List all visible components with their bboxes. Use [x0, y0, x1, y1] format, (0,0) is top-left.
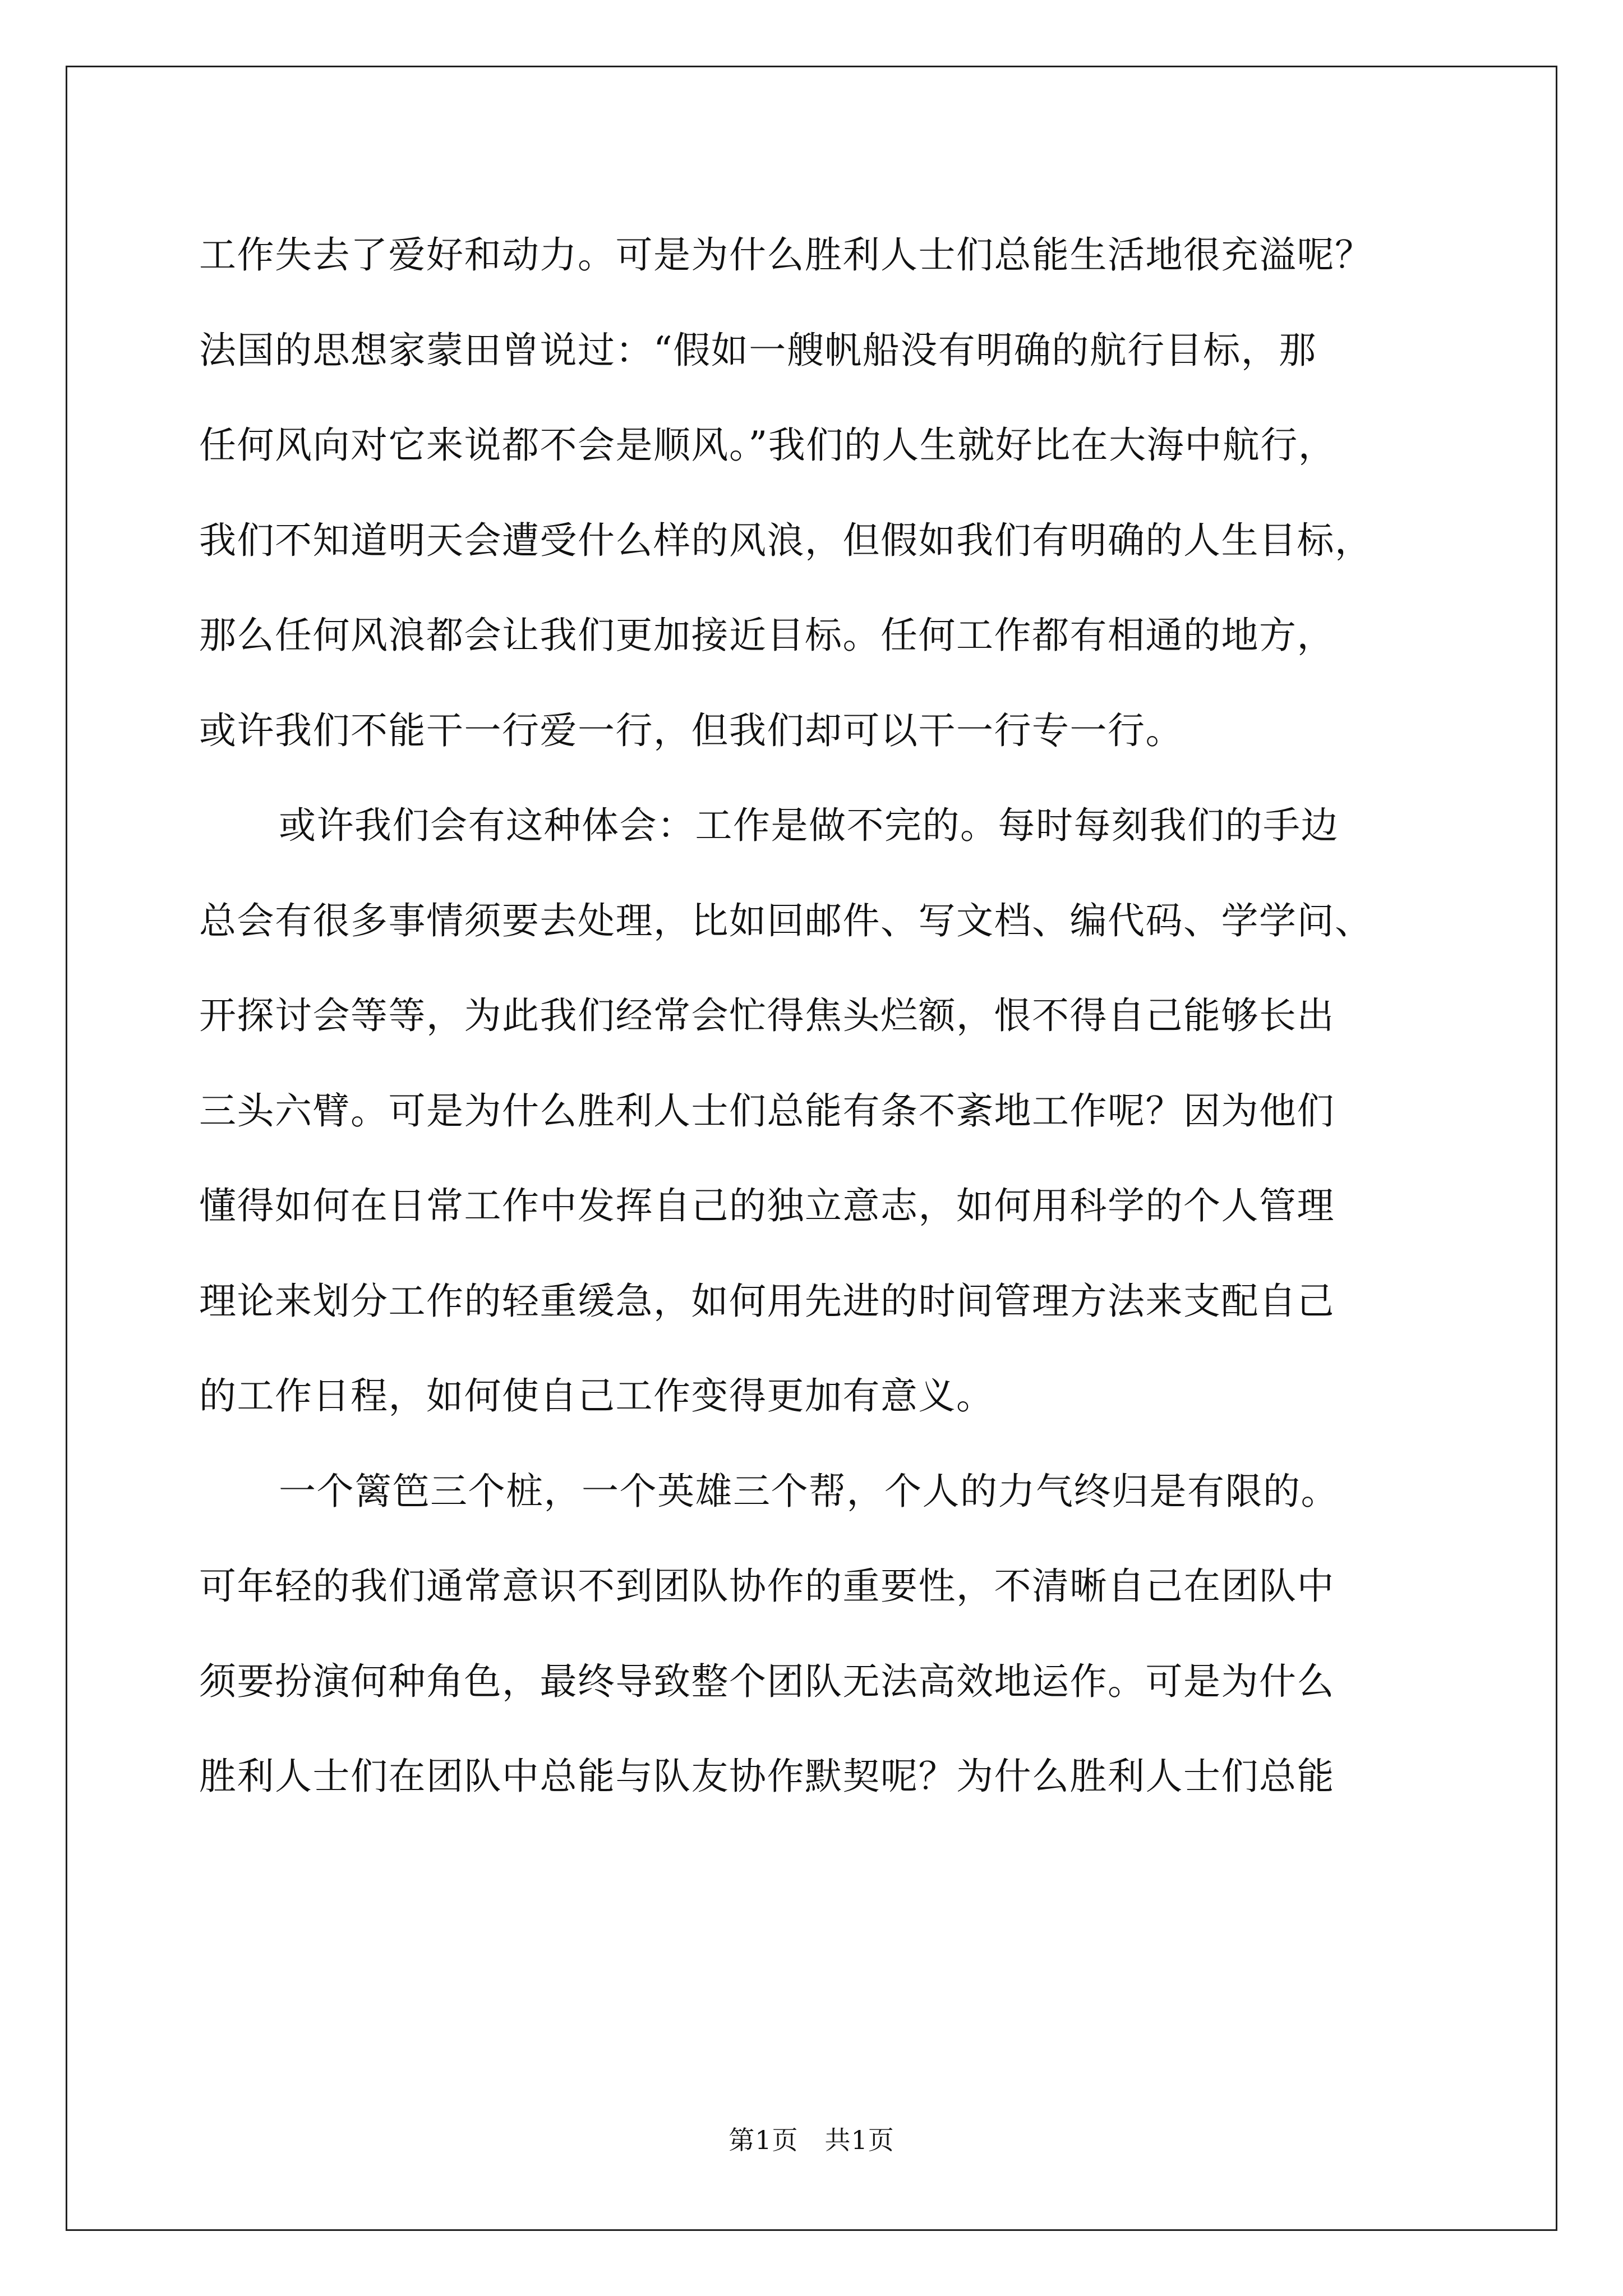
- text-line: 或许我们不能干一行爱一行，但我们却可以干一行专一行。: [199, 708, 1183, 752]
- text-line: 那么任何风浪都会让我们更加接近目标。任何工作都有相通的地方，: [199, 614, 1335, 657]
- paragraph-3: [199, 1444, 1433, 1824]
- text-line: 任何风向对它来说都不会是顺风。”我们的人生就好比在大海中航行，: [199, 424, 1336, 467]
- page-number-footer: 第1页 共1页: [728, 2125, 895, 2155]
- text-line: 胜利人士们在团队中总能与队友协作默契呢？为什么胜利人士们总能: [199, 1755, 1335, 1798]
- text-line: 我们不知道明天会遭受什么样的风浪，但假如我们有明确的人生目标，: [199, 518, 1373, 562]
- text-line: 三头六臂。可是为什么胜利人士们总能有条不紊地工作呢？因为他们: [199, 1089, 1335, 1133]
- text-line: 法国的思想家蒙田曾说过：“假如一艘帆船没有明确的航行目标，那: [199, 328, 1317, 372]
- text-line: 懂得如何在日常工作中发挥自己的独立意志，如何用科学的个人管理: [199, 1184, 1335, 1227]
- text-line: 可年轻的我们通常意识不到团队协作的重要性，不清晰自己在团队中: [199, 1565, 1335, 1608]
- text-line: 工作失去了爱好和动力。可是为什么胜利人士们总能生活地很充溢呢？: [199, 233, 1373, 277]
- text-line: 的工作日程，如何使自己工作变得更加有意义。: [199, 1374, 994, 1418]
- paragraph-1: [199, 208, 1433, 778]
- text-line: 须要扮演何种角色，最终导致整个团队无法高效地运作。可是为什么: [199, 1659, 1335, 1703]
- text-line: 总会有很多事情须要去处理，比如回邮件、写文档、编代码、学学问、: [199, 899, 1373, 942]
- paragraph-2: [199, 778, 1433, 1444]
- text-line: 理论来划分工作的轻重缓急，如何用先进的时间管理方法来支配自己: [199, 1279, 1335, 1323]
- document-body: [199, 208, 1433, 1824]
- text-line-indented: 一个篱笆三个桩，一个英雄三个帮，个人的力气终归是有限的。: [279, 1469, 1339, 1513]
- text-line-indented: 或许我们会有这种体会：工作是做不完的。每时每刻我们的手边: [279, 804, 1339, 847]
- text-line: 开探讨会等等，为此我们经常会忙得焦头烂额，恨不得自己能够长出: [199, 994, 1335, 1037]
